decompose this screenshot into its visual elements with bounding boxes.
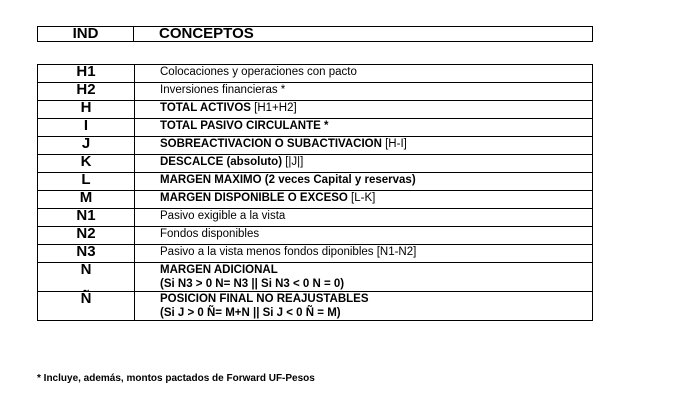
- row-ind: N1: [38, 209, 135, 227]
- row-ind: K: [38, 155, 135, 173]
- row-concept: Pasivo exigible a la vista: [135, 209, 593, 227]
- row-concept: DESCALCE (absoluto) [|J|]: [135, 155, 593, 173]
- row-concept: TOTAL ACTIVOS [H1+H2]: [135, 101, 593, 119]
- row-ind: N3: [38, 245, 135, 263]
- row-concept: MARGEN ADICIONAL (Si N3 > 0 N= N3 || Si N3 < 0 N = 0): [135, 263, 593, 292]
- table-row: [38, 155, 593, 173]
- row-ind: H1: [38, 65, 135, 83]
- row-ind: H: [38, 101, 135, 119]
- row-concept: Pasivo a la vista menos fondos diponibles [N1-N2]: [135, 245, 593, 263]
- row-ind: N2: [38, 227, 135, 245]
- row-concept: TOTAL PASIVO CIRCULANTE *: [135, 119, 593, 137]
- table-row: [38, 245, 593, 263]
- table-row: [38, 173, 593, 191]
- table-row: [38, 119, 593, 137]
- row-concept: MARGEN DISPONIBLE O EXCESO [L-K]: [135, 191, 593, 209]
- table-row: [38, 263, 593, 292]
- row-concept: Fondos disponibles: [135, 227, 593, 245]
- row-ind: N: [38, 263, 135, 292]
- row-concept: POSICION FINAL NO REAJUSTABLES (Si J > 0 Ñ= M+N || Si J < 0 Ñ = M): [135, 292, 593, 321]
- concepts-table: [37, 64, 593, 321]
- row-ind: I: [38, 119, 135, 137]
- row-ind: M: [38, 191, 135, 209]
- table-row: [38, 227, 593, 245]
- row-ind: L: [38, 173, 135, 191]
- row-ind: J: [38, 137, 135, 155]
- table-row: [38, 137, 593, 155]
- row-concept: SOBREACTIVACION O SUBACTIVACION [H-I]: [135, 137, 593, 155]
- footnote: * Incluye, además, montos pactados de Forward UF-Pesos: [37, 373, 315, 384]
- table-row: [38, 83, 593, 101]
- row-concept: Colocaciones y operaciones con pacto: [135, 65, 593, 83]
- row-concept: MARGEN MAXIMO (2 veces Capital y reservas): [135, 173, 593, 191]
- row-concept: Inversiones financieras *: [135, 83, 593, 101]
- row-ind: Ñ: [38, 292, 135, 321]
- table-row: [38, 65, 593, 83]
- header-conceptos: CONCEPTOS: [159, 25, 254, 42]
- row-ind: H2: [38, 83, 135, 101]
- table-row: [38, 209, 593, 227]
- table-header: [37, 26, 593, 42]
- table-row: [38, 101, 593, 119]
- table-row: [38, 191, 593, 209]
- header-ind: IND: [38, 27, 134, 41]
- table-row: [38, 292, 593, 321]
